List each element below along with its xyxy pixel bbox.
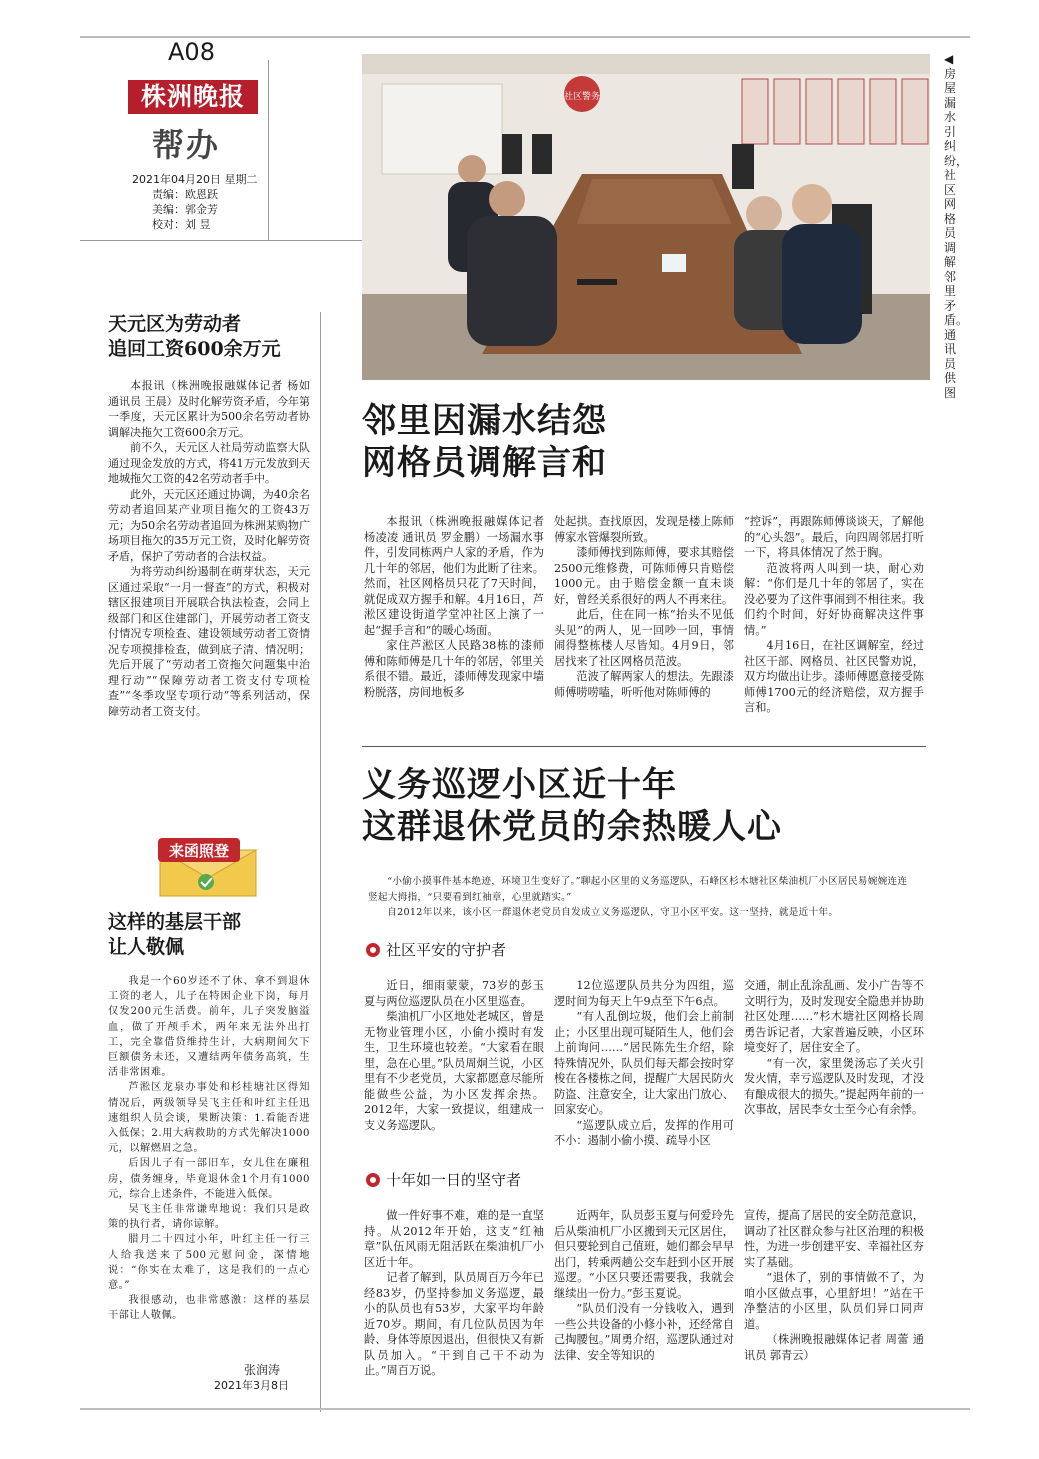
- paragraph: 范波将两人叫到一块，耐心劝解：“你们是几十年的邻居了，实在没必要为了这件事闹到不相往来。我们约个时间，好好协商解决这件事情。”: [744, 561, 924, 637]
- paragraph: 后因儿子有一部旧车，女儿住在廉租房，债务缠身，毕竟退休金1个月有1000元，综合上述条件，不能进入低保。: [108, 1158, 310, 1200]
- patrol-s1-col-3: [744, 978, 924, 1118]
- paragraph: 宣传，提高了居民的安全防范意识，调动了社区群众参与社区治理的积极性，为进一步创建平安、幸福社区夯实了基础。: [744, 1209, 924, 1269]
- patrol-s2-col-2: [554, 1208, 734, 1363]
- paragraph: 12位巡逻队员共分为四组，巡逻时间为每天上午9点至下午6点。: [554, 979, 734, 1008]
- paragraph: “有人乱倒垃圾，他们会上前制止；小区里出现可疑陌生人，他们会上前询问……”居民陈先生介绍，除特殊情况外，队员们每天都会按时穿梭在各楼栋之间，提醒广大居民防火防盗、注意安全，让大家出门放心、回家安心。: [554, 1010, 734, 1116]
- masthead-divider: [268, 60, 269, 240]
- photo-caption: ◀房屋漏水引纠纷，社区网格员调解邻里矛盾。 通讯员 供图: [944, 52, 969, 400]
- byline: （株洲晚报融媒体记者 周蕾 通讯员 郭青云）: [744, 1333, 924, 1362]
- paragraph: “队员们没有一分钱收入，遇到一些公共设备的小修小补，还经常自己掏腰包。”周勇介绍，巡逻队通过对法律、安全等知识的: [554, 1302, 734, 1362]
- paragraph: 柴油机厂小区地处老城区，曾是无物业管理小区，小偷小摸时有发生，卫生环境也较差。“大家看在眼里，急在心里。”队员周炯兰说，小区里有不少老党员，大家都愿意尽能所能做些公益，为小区发挥余热。2012年，大家一致提议，组建成一支义务巡逻队。: [364, 1010, 544, 1132]
- letters-stamp-icon: [156, 836, 260, 900]
- subheading: [366, 1170, 521, 1190]
- patrol-s1-col-1: [364, 978, 544, 1133]
- left-title-line: 追回工资600余万元: [108, 338, 281, 360]
- headline-line: 邻里因漏水结怨: [362, 401, 607, 441]
- paragraph: “退休了，别的事情做不了，为咱小区做点事，心里舒坦！”站在干净整洁的小区里，队员们异口同声道。: [744, 1271, 924, 1331]
- left-story-title: [108, 312, 281, 362]
- paragraph: “有一次，家里煲汤忘了关火引发火情，幸亏巡逻队及时发现，才没有酿成很大的损失。”提起两年前的一次事故，居民李女士至今心有余悸。: [744, 1056, 924, 1116]
- paragraph: 前不久，天元区人社局劳动监察大队通过现金发放的方式，将41万元发放到天地城拖欠工资的42名劳动者手中。: [108, 441, 310, 485]
- section-title: 帮办: [152, 126, 221, 164]
- paragraph: 此后，住在同一栋“抬头不见低头见”的两人，见一回吵一回，事情闹得整栋楼人尽皆知。4月9日，邻居找来了社区网格员范波。: [554, 608, 734, 668]
- masthead-divider: [80, 240, 400, 241]
- paragraph: 近两年，队员彭玉夏与何爱玲先后从柴油机厂小区搬到天元区居住，但只要轮到自己值班，她们都会早早出门，转乘两趟公交车赶到小区开展巡逻。“小区只要还需要我，我就会继续出一份力。”彭玉夏说。: [554, 1209, 734, 1300]
- wall-sign-text: 社区警务: [563, 92, 601, 102]
- paragraph: 交通，制止乱涂乱画、发小广告等不文明行为，及时发现安全隐患并协助社区处理……”杉木塘社区网格长周勇告诉记者，大家普遍反映，小区环境变好了，居住安全了。: [744, 979, 924, 1054]
- paragraph: “控诉”，再跟陈师傅谈谈天，了解他的“心头怨”。最后，向四周邻居打听一下，将具体情况了然于胸。: [744, 515, 924, 559]
- page-number: A08: [168, 38, 215, 66]
- subheading-text: 十年如一日的坚守者: [386, 1171, 522, 1189]
- headline-line: 网格员调解言和: [362, 443, 607, 483]
- letters-body: [108, 974, 310, 1324]
- paragraph: 吴飞主任非常谦卑地说：我们只是政策的执行者，请你谅解。: [108, 1204, 310, 1231]
- editor-credit: 责编：欧恩跃: [152, 188, 218, 201]
- headline-line: 义务巡逻小区近十年: [362, 765, 677, 805]
- paragraph: 4月16日，在社区调解室，经过社区干部、网格员、社区民警劝说，双方均做出让步。漆师傅愿意接受陈师傅1700元的经济赔偿，双方握手言和。: [744, 639, 924, 714]
- main-story-col-1: [364, 514, 544, 700]
- left-story-body: [108, 378, 310, 719]
- main-story-col-3: [744, 514, 924, 716]
- main-story-col-2: [554, 514, 734, 700]
- paragraph: 本报讯（株洲晚报融媒体记者 杨如 通讯员 王晨）及时化解劳资矛盾，今年第一季度，天元区累计为500余名劳动者协调解决拖欠工资600余万元。: [108, 379, 310, 439]
- paragraph: 本报讯（株洲晚报融媒体记者 杨凌凌 通讯员 罗金鹏）一场漏水事件，引发同栋两户人家的矛盾，作为几十年的邻居，他们为此断了往来。然而，社区网格员只花了7天时间，就促成双方握手和解。4月16日，芦淞区建设街道学堂冲社区上演了一起“握手言和”的暖心场面。: [364, 515, 544, 637]
- patrol-s2-col-3: [744, 1208, 924, 1363]
- letters-title-line: 这样的基层干部: [108, 911, 242, 933]
- paragraph: 我是一个60岁还不了休、拿不到退休工资的老人，儿子在特困企业下岗，每月仅发200元生活费。前年，儿子突发脑溢血，做了开颅手术，两年来无法外出打工，完全靠借贷维持生计，大病期间欠下巨额债务未还，又遭结两年债务高筑，生活非常困难。: [108, 976, 310, 1079]
- paragraph: 漆师傅找到陈师傅，要求其赔偿2500元维修费，可陈师傅只肯赔偿1000元。由于赔偿金额一直未谈好，曾经关系很好的两人不再来往。: [554, 546, 734, 606]
- subheading-text: 社区平安的守护者: [386, 941, 507, 959]
- paragraph: 家住芦淞区人民路38栋的漆师傅和陈师傅是几十年的邻居，邻里关系很不错。最近，漆师傅发现家中墙粉脱落，房间地板多: [364, 639, 544, 699]
- paragraph: 近日，细雨蒙蒙，73岁的彭玉夏与两位巡逻队员在小区里巡查。: [364, 979, 544, 1008]
- paragraph: 处起拱。查找原因，发现是楼上陈师傅家水管爆裂所致。: [554, 515, 734, 544]
- paragraph: 做一件好事不难，难的是一直坚持。从2012年开始，这支“红袖章”队伍风雨无阻活跃在柴油机厂小区近十年。: [364, 1209, 544, 1269]
- designer-credit: 美编：郭金芳: [152, 203, 218, 216]
- proofreader-credit: 校对：刘 昱: [152, 218, 211, 231]
- paragraph: 记者了解到，队员周百万今年已经83岁，仍坚持参加义务巡逻，最小的队员也有53岁，大家平均年龄近70岁。期间，有几位队员因为年龄、身体等原因退出，但很快又有新队员加入。“干到自己干不动为止。”周百万说。: [364, 1271, 544, 1377]
- patrol-headline: [362, 764, 782, 848]
- paragraph: 此外，天元区还通过协调，为40余名劳动者追回某产业项目拖欠的工资43万元；为50余名劳动者追回为株洲某购物广场项目拖欠的35万元工资，及时化解劳资矛盾，保护了劳动者的合法权益。: [108, 487, 310, 563]
- paragraph: 为将劳动纠纷遏制在萌芽状态，天元区通过采取“一月一督查”的方式，积极对辖区报建项目开展联合执法检查，会同上级部门和区住建部门，开展劳动者工资支付情况专项检查、建设领域劳动者工资情况专项摸排检查，做到底子清、情况明；先后开展了“劳动者工资拖欠问题集中治理行动”“保障劳动者工资支付专项检查”“冬季攻坚专项行动”等系列活动，保障劳动者工资支付。: [108, 565, 310, 718]
- letter-date: 2021年3月8日: [214, 1379, 289, 1392]
- patrol-s2-col-1: [364, 1208, 544, 1379]
- paragraph: 我很感动，也非常感激：这样的基层干部让人敬佩。: [108, 1295, 310, 1322]
- left-title-line: 天元区为劳动者: [108, 313, 242, 335]
- letters-title: [108, 910, 241, 960]
- bottom-rule: [80, 1408, 970, 1410]
- main-headline: [362, 400, 607, 484]
- subheading: [366, 940, 506, 960]
- story-divider: [362, 746, 926, 747]
- paragraph: “巡逻队成立后，发挥的作用可不小：遏制小偷小摸、疏导小区: [554, 1118, 734, 1147]
- paper-logo: 株洲晚报: [128, 80, 258, 114]
- ring-bullet-icon: [366, 1173, 380, 1187]
- headline-line: 这群退休党员的余热暖人心: [362, 807, 782, 847]
- stamp-label: 来函照登: [168, 842, 230, 860]
- paragraph: 腊月二十四过小年，叶红主任一行三人给我送来了500元慰问金，深情地说：“你实在太难了，这是我们的一点心意。”: [108, 1234, 310, 1292]
- paragraph: 芦淞区龙泉办事处和杉桂塘社区得知情况后，两级领导吴飞主任和叶红主任迅速组织人员会谈，果断决策：1.看能否进入低保；2.用大病救助的方式先解决1000元，以解燃眉之急。: [108, 1082, 310, 1155]
- letters-title-line: 让人敬佩: [108, 936, 185, 958]
- ring-bullet-icon: [366, 943, 380, 957]
- issue-date: 2021年04月20日 星期二: [132, 173, 258, 186]
- paragraph: 范波了解两家人的想法。先跟漆师傅唠唠嗑，听听他对陈师傅的: [554, 670, 734, 699]
- letter-author: 张润涛: [244, 1363, 281, 1377]
- patrol-lead: [368, 874, 916, 921]
- issue-info: [132, 172, 258, 232]
- news-photo: [362, 54, 930, 380]
- lead-paragraph: “小偷小摸事件基本绝迹，环境卫生变好了。”聊起小区里的义务巡逻队，石峰区杉木塘社区柴油机厂小区居民易婉婉连连竖起大拇指，“只要看到红袖章，心里就踏实。”: [368, 876, 908, 903]
- patrol-s1-col-2: [554, 978, 734, 1149]
- meeting-room-illustration: [362, 54, 930, 380]
- column-divider: [320, 312, 321, 1412]
- lead-paragraph: 自2012年以来，该小区一群退休老党员自发成立义务巡逻队，守卫小区平安。这一坚持，就是近十年。: [387, 907, 839, 918]
